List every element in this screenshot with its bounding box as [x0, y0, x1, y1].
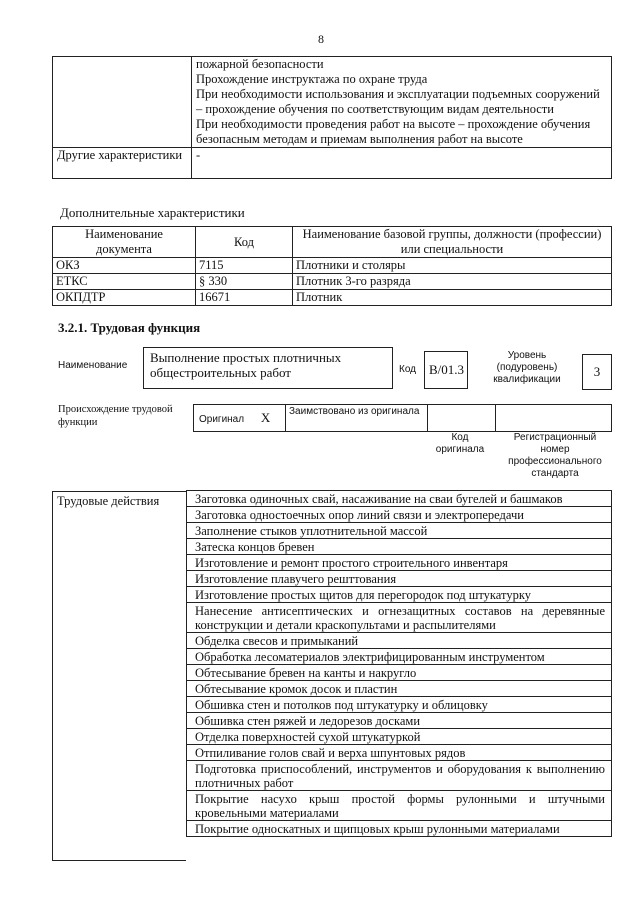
row-content	[192, 57, 612, 148]
page-number: 8	[318, 32, 324, 46]
action-item: Обтесывание кромок досок и пластин	[186, 680, 612, 697]
section-title: 3.2.1. Трудовая функция	[58, 320, 201, 335]
original-label: Оригинал	[199, 414, 245, 425]
table-cell: ОКЗ	[53, 258, 196, 274]
row-label	[53, 57, 192, 148]
code-original-label: Код оригинала	[435, 432, 485, 455]
row-label: Другие характеристики	[53, 148, 192, 179]
origin-row	[193, 404, 612, 432]
reg-number-cell	[495, 404, 612, 432]
table-cell: Плотник	[293, 290, 612, 306]
code-original-cell	[427, 404, 496, 432]
table-cell: § 330	[196, 274, 293, 290]
text-line: пожарной безопасности	[196, 57, 324, 71]
original-cell	[193, 404, 286, 432]
actions-list	[186, 491, 612, 837]
column-header: Код	[196, 227, 293, 258]
action-item: Изготовление и ремонт простого строительного инвентаря	[186, 554, 612, 571]
action-item: Нанесение антисептических и огнезащитных составов на деревянные конструкции и детали краскопультами и распылителями	[186, 602, 612, 633]
column-header: Наименование документа	[53, 227, 196, 258]
action-item: Затеска концов бревен	[186, 538, 612, 555]
table-cell: 7115	[196, 258, 293, 274]
name-label: Наименование	[58, 360, 128, 371]
section-subtitle: Дополнительные характеристики	[60, 205, 245, 220]
action-item: Изготовление простых щитов для перегородок под штукатурку	[186, 586, 612, 603]
header-row	[53, 227, 612, 258]
column-header: Наименование базовой группы, должности (профессии) или специальности	[293, 227, 612, 258]
row-content: -	[192, 148, 612, 179]
original-mark: X	[260, 410, 271, 425]
action-item: Заготовка одиночных свай, насаживание на сваи бугелей и башмаков	[186, 490, 612, 507]
function-code: B/01.3	[424, 351, 468, 389]
table-cell: ЕТКС	[53, 274, 196, 290]
qualification-level: 3	[582, 354, 612, 390]
reg-number-label: Регистрационный номер профессионального стандарта	[508, 432, 602, 479]
action-item: Обтесывание бревен на канты и накругло	[186, 664, 612, 681]
table-row	[53, 148, 612, 179]
additional-table	[52, 226, 612, 306]
function-name: Выполнение простых плотничных общестроительных работ	[143, 347, 393, 389]
action-item: Отпиливание голов свай и верха шпунтовых рядов	[186, 744, 612, 761]
action-item: Отделка поверхностей сухой штукатуркой	[186, 728, 612, 745]
table-row	[53, 57, 612, 148]
table-cell: Плотники и столяры	[293, 258, 612, 274]
table-row	[53, 258, 612, 274]
requirements-table	[52, 56, 612, 179]
action-item: Подготовка приспособлений, инструментов и оборудования к выполнению плотничных работ	[186, 760, 612, 791]
text-line: Прохождение инструктажа по охране труда	[196, 72, 428, 86]
table-cell: Плотник 3-го разряда	[293, 274, 612, 290]
level-label: Уровень (подуровень) квалификации	[493, 350, 561, 385]
text-line: При необходимости проведения работ на высоте – прохождение обучения безопасным методам и приемам выполнения работ на высоте	[196, 117, 591, 146]
table-row	[53, 274, 612, 290]
action-item: Обделка свесов и примыканий	[186, 632, 612, 649]
action-item: Покрытие насухо крыш простой формы рулонными и штучными кровельными материалами	[186, 790, 612, 821]
table-cell: ОКПДТР	[53, 290, 196, 306]
table-row	[53, 290, 612, 306]
code-label: Код	[399, 364, 417, 375]
action-item: Обшивка стен и потолков под штукатурку и облицовку	[186, 696, 612, 713]
table-cell: 16671	[196, 290, 293, 306]
action-item: Изготовление плавучего решттования	[186, 570, 612, 587]
action-item: Обработка лесоматериалов электрифицированным инструментом	[186, 648, 612, 665]
action-item: Заготовка одностоечных опор линий связи и электропередачи	[186, 506, 612, 523]
text-line: При необходимости использования и эксплуатации подъемных сооружений – прохождение обучения по соответствующим видам деятельности	[196, 87, 600, 116]
actions-label: Трудовые действия	[52, 491, 186, 861]
borrowed-cell: Заимствовано из оригинала	[285, 404, 428, 432]
action-item: Покрытие односкатных и щипцовых крыш рулонными материалами	[186, 820, 612, 837]
action-item: Заполнение стыков уплотнительной массой	[186, 522, 612, 539]
origin-label: Происхождение трудовой функции	[58, 404, 173, 428]
action-item: Обшивка стен ряжей и ледорезов досками	[186, 712, 612, 729]
